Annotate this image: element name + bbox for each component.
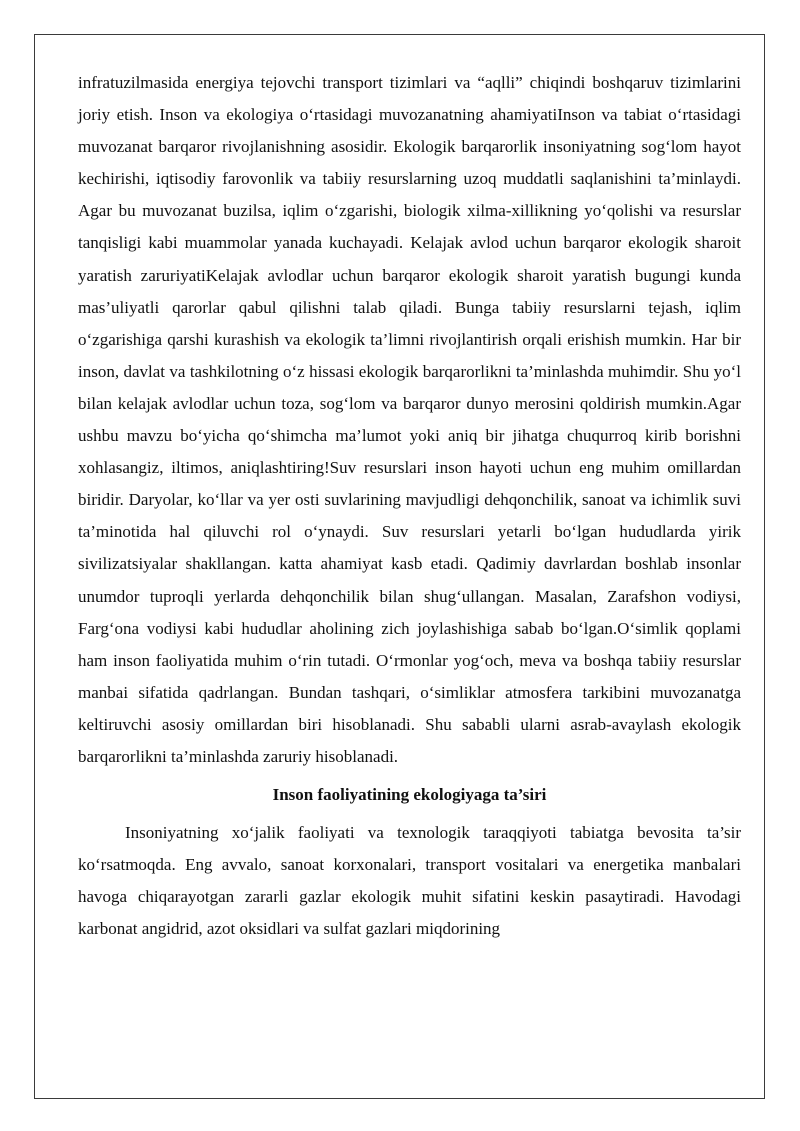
body-paragraph: infratuzilmasida energiya tejovchi transport tizimlari va “aqlli” chiqindi boshqaruv tizimlarini joriy etish. Inson va ekologiya o‘rtasidagi muvozanatning ahamiyatiInson va tabiat o‘rtasidagi muvozanat barqaror rivojlanishning asosidir. Ekologik barqarorlik insoniyatning sog‘lom hayot kechirishi, iqtisodiy farovonlik va tabiiy resurslarning uzoq muddatli saqlanishini ta’minlaydi. Agar bu muvozanat buzilsa, iqlim o‘zgarishi, biologik xilma-xillikning yo‘qolishi va resurslar tanqisligi kabi muammolar yanada kuchayadi. Kelajak avlod uchun barqaror ekologik sharoit yaratish zaruriyatiKelajak avlodlar uchun barqaror ekologik sharoit yaratish bugungi kunda mas’uliyatli qarorlar qabul qilishni talab qiladi. Bunga tabiiy resurslarni tejash, iqlim o‘zgarishiga qarshi kurashish va ekologik ta’limni rivojlantirish orqali erishish mumkin. Har bir inson, davlat va tashkilotning o‘z hissasi ekologik barqarorlikni ta’minlashda muhimdir. Shu yo‘l bilan kelajak avlodlar uchun toza, sog‘lom va barqaror dunyo merosini qoldirish mumkin.Agar ushbu mavzu bo‘yicha qo‘shimcha ma’lumot yoki aniq bir jihatga chuqurroq kirib borishni xohlasangiz, iltimos, aniqlashtiring!Suv resurslari inson hayoti uchun eng muhim omillardan biridir. Daryolar, ko‘llar va yer osti suvlarining mavjudligi dehqonchilik, sanoat va ichimlik suvi ta’minotida hal qiluvchi rol o‘ynaydi. Suv resurslari yetarli bo‘lgan hududlarda yirik sivilizatsiyalar shakllangan. katta ahamiyat kasb etadi. Qadimiy davrlardan boshlab insonlar unumdor tuproqli yerlarda dehqonchilik bilan shug‘ullangan. Masalan, Zarafshon vodiysi, Farg‘ona vodiysi kabi hududlar aholining zich joylashishiga sabab bo‘lgan.O‘simlik qoplami ham inson faoliyatida muhim o‘rin tutadi. O‘rmonlar yog‘och, meva va boshqa tabiiy resurslar manbai sifatida qadrlangan. Bundan tashqari, o‘simliklar atmosfera tarkibini muvozanatga keltiruvchi asosiy omillardan biri hisoblanadi. Shu sababli ularni asrab-avaylash ekologik barqarorlikni ta’minlashda zaruriy hisoblanadi. <box>78 73 741 766</box>
section-heading: Inson faoliyatining ekologiyaga ta’siri <box>272 785 547 805</box>
body-paragraph: Insoniyatning xo‘jalik faoliyati va texnologik taraqqiyoti tabiatga bevosita ta’sir ko‘rsatmoqda. Eng avvalo, sanoat korxonalari, transport vositalari va energetika manbalari havoga chiqarayotgan zararli gazlar ekologik muhit sifatini keskin pasaytiradi. Havodagi karbonat angidrid, azot oksidlari va sulfat gazlari miqdorining <box>78 823 741 939</box>
document-body <box>78 67 741 945</box>
